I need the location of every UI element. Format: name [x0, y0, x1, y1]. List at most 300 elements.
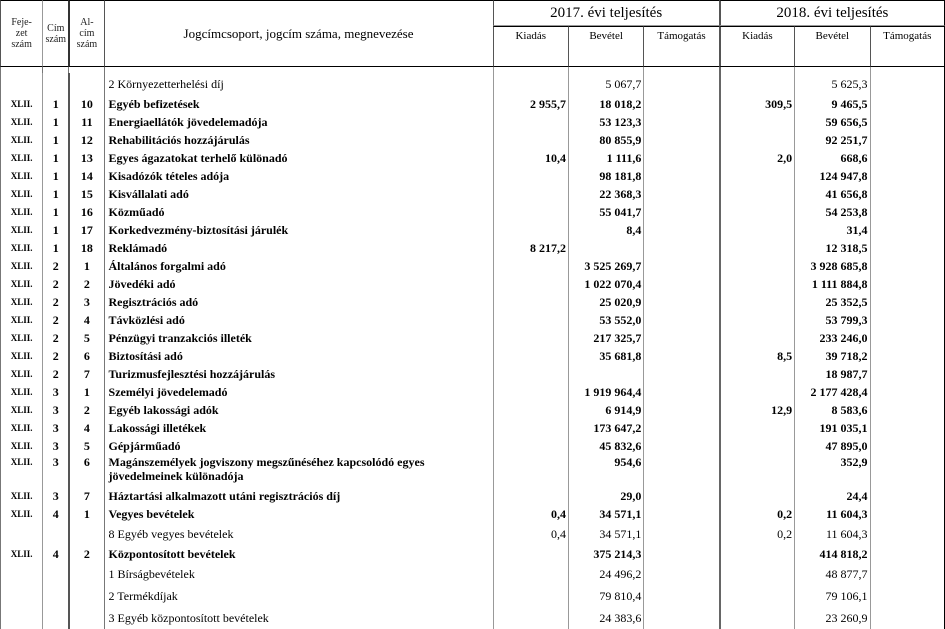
revenue-2018-cell: 11 604,3: [794, 523, 869, 545]
title-number-cell: 1: [42, 95, 68, 113]
revenue-2017-cell: 173 647,2: [568, 419, 643, 437]
expenditure-2017-cell: [493, 311, 568, 329]
item-name-cell: 2 Környezetterhelési díj: [104, 73, 493, 95]
expenditure-2018-cell: [719, 585, 794, 607]
support-2017-cell: [643, 347, 718, 365]
table-row: [0, 401, 945, 419]
item-name-cell: Reklámadó: [104, 239, 493, 257]
support-2018-cell: [870, 437, 945, 455]
subtitle-number-cell: 17: [68, 221, 103, 239]
expenditure-2017-cell: [493, 455, 568, 487]
expenditure-2018-cell: [719, 73, 794, 95]
revenue-2017-cell: 53 552,0: [568, 311, 643, 329]
support-2017-cell: [643, 607, 718, 629]
support-2018-cell: [870, 149, 945, 167]
subtitle-number-cell: 6: [68, 347, 103, 365]
support-2017-cell: [643, 167, 718, 185]
revenue-2017-cell: 954,6: [568, 455, 643, 487]
expenditure-2018-cell: 0,2: [719, 523, 794, 545]
expenditure-2018-cell: [719, 329, 794, 347]
expenditure-2017-cell: [493, 383, 568, 401]
expenditure-2018-cell: [719, 437, 794, 455]
support-2018-cell: [870, 221, 945, 239]
header-cim: Cím szám: [42, 0, 68, 67]
table-row: [0, 545, 945, 563]
header-alcim: Al- cím szám: [68, 0, 103, 67]
subtitle-number-cell: 7: [68, 487, 103, 505]
revenue-2017-cell: 217 325,7: [568, 329, 643, 347]
table-row: [0, 347, 945, 365]
table-row: [0, 365, 945, 383]
table-row: [0, 505, 945, 523]
support-2017-cell: [643, 203, 718, 221]
table-row: [0, 167, 945, 185]
support-2017-cell: [643, 585, 718, 607]
chapter-cell: XLII.: [0, 365, 42, 383]
chapter-cell: XLII.: [0, 239, 42, 257]
subtitle-number-cell: 10: [68, 95, 103, 113]
item-name-cell: Személyi jövedelemadó: [104, 383, 493, 401]
support-2017-cell: [643, 221, 718, 239]
header-year-2018: 2018. évi teljesítés: [719, 0, 945, 26]
expenditure-2017-cell: [493, 73, 568, 95]
support-2018-cell: [870, 419, 945, 437]
revenue-2018-cell: 124 947,8: [794, 167, 869, 185]
title-number-cell: 2: [42, 257, 68, 275]
expenditure-2017-cell: [493, 545, 568, 563]
subtitle-number-cell: 13: [68, 149, 103, 167]
table-row: [0, 437, 945, 455]
chapter-cell: XLII.: [0, 257, 42, 275]
support-2017-cell: [643, 239, 718, 257]
title-number-cell: 1: [42, 149, 68, 167]
table-row: [0, 221, 945, 239]
header-tamogatas-2018: Támogatás: [870, 26, 945, 67]
revenue-2018-cell: 352,9: [794, 455, 869, 487]
expenditure-2017-cell: [493, 113, 568, 131]
revenue-2017-cell: 22 368,3: [568, 185, 643, 203]
expenditure-2018-cell: [719, 455, 794, 487]
support-2017-cell: [643, 257, 718, 275]
title-number-cell: 3: [42, 419, 68, 437]
table-row: [0, 275, 945, 293]
table-body: [0, 67, 945, 629]
revenue-2017-cell: 3 525 269,7: [568, 257, 643, 275]
title-number-cell: [42, 585, 68, 607]
revenue-2017-cell: 1 022 070,4: [568, 275, 643, 293]
support-2017-cell: [643, 293, 718, 311]
revenue-2017-cell: 25 020,9: [568, 293, 643, 311]
table-row: [0, 293, 945, 311]
subtitle-number-cell: [68, 523, 103, 545]
subtitle-number-cell: 3: [68, 293, 103, 311]
table-row: [0, 455, 945, 487]
support-2017-cell: [643, 545, 718, 563]
table-row: [0, 329, 945, 347]
table-row: [0, 563, 945, 585]
expenditure-2018-cell: 2,0: [719, 149, 794, 167]
revenue-2017-cell: 375 214,3: [568, 545, 643, 563]
subtitle-number-cell: 5: [68, 437, 103, 455]
title-number-cell: 2: [42, 311, 68, 329]
title-number-cell: 3: [42, 455, 68, 487]
item-name-cell: Gépjárműadó: [104, 437, 493, 455]
header-bevetel-2017: Bevétel: [568, 26, 643, 67]
expenditure-2017-cell: [493, 221, 568, 239]
support-2017-cell: [643, 311, 718, 329]
expenditure-2017-cell: [493, 487, 568, 505]
subtitle-number-cell: [68, 607, 103, 629]
chapter-cell: XLII.: [0, 185, 42, 203]
title-number-cell: 1: [42, 113, 68, 131]
support-2017-cell: [643, 563, 718, 585]
item-name-cell: Egyéb lakossági adók: [104, 401, 493, 419]
expenditure-2018-cell: 12,9: [719, 401, 794, 419]
expenditure-2018-cell: 309,5: [719, 95, 794, 113]
support-2017-cell: [643, 505, 718, 523]
table-row: [0, 487, 945, 505]
title-number-cell: 1: [42, 131, 68, 149]
support-2017-cell: [643, 185, 718, 203]
support-2017-cell: [643, 113, 718, 131]
revenue-2018-cell: 25 352,5: [794, 293, 869, 311]
revenue-2018-cell: 8 583,6: [794, 401, 869, 419]
expenditure-2018-cell: [719, 563, 794, 585]
chapter-cell: [0, 607, 42, 629]
support-2018-cell: [870, 73, 945, 95]
chapter-cell: [0, 523, 42, 545]
header-fejezet: Feje- zet szám: [0, 0, 42, 67]
support-2017-cell: [643, 95, 718, 113]
revenue-2018-cell: 48 877,7: [794, 563, 869, 585]
subtitle-number-cell: 18: [68, 239, 103, 257]
revenue-2017-cell: 79 810,4: [568, 585, 643, 607]
revenue-2017-cell: 55 041,7: [568, 203, 643, 221]
expenditure-2018-cell: 8,5: [719, 347, 794, 365]
table-row: [0, 311, 945, 329]
support-2017-cell: [643, 523, 718, 545]
item-name-cell: Vegyes bevételek: [104, 505, 493, 523]
subtitle-number-cell: 7: [68, 365, 103, 383]
expenditure-2018-cell: [719, 185, 794, 203]
support-2018-cell: [870, 383, 945, 401]
item-name-cell: Központosított bevételek: [104, 545, 493, 563]
item-name-cell: Távközlési adó: [104, 311, 493, 329]
expenditure-2017-cell: [493, 203, 568, 221]
revenue-2018-cell: 233 246,0: [794, 329, 869, 347]
title-number-cell: 3: [42, 401, 68, 419]
title-number-cell: 2: [42, 365, 68, 383]
expenditure-2018-cell: [719, 239, 794, 257]
support-2017-cell: [643, 437, 718, 455]
expenditure-2018-cell: [719, 257, 794, 275]
revenue-2018-cell: 191 035,1: [794, 419, 869, 437]
revenue-2018-cell: 31,4: [794, 221, 869, 239]
title-number-cell: 4: [42, 505, 68, 523]
revenue-2018-cell: 668,6: [794, 149, 869, 167]
chapter-cell: XLII.: [0, 505, 42, 523]
revenue-2018-cell: 54 253,8: [794, 203, 869, 221]
revenue-2018-cell: 18 987,7: [794, 365, 869, 383]
item-name-cell: 8 Egyéb vegyes bevételek: [104, 523, 493, 545]
title-number-cell: 2: [42, 347, 68, 365]
support-2017-cell: [643, 419, 718, 437]
revenue-2018-cell: 39 718,2: [794, 347, 869, 365]
table-row: [0, 419, 945, 437]
header-kiadas-2017: Kiadás: [493, 26, 568, 67]
expenditure-2017-cell: [493, 607, 568, 629]
title-number-cell: 2: [42, 275, 68, 293]
support-2018-cell: [870, 365, 945, 383]
revenue-2018-cell: 3 928 685,8: [794, 257, 869, 275]
subtitle-number-cell: 11: [68, 113, 103, 131]
header-kiadas-2018: Kiadás: [719, 26, 794, 67]
expenditure-2017-cell: 2 955,7: [493, 95, 568, 113]
table-row: [0, 257, 945, 275]
title-number-cell: 1: [42, 203, 68, 221]
title-number-cell: 2: [42, 293, 68, 311]
chapter-cell: [0, 563, 42, 585]
revenue-2017-cell: 34 571,1: [568, 523, 643, 545]
header-year-2017: 2017. évi teljesítés: [493, 0, 719, 26]
chapter-cell: XLII.: [0, 347, 42, 365]
chapter-cell: XLII.: [0, 275, 42, 293]
expenditure-2018-cell: [719, 487, 794, 505]
subtitle-number-cell: 4: [68, 419, 103, 437]
expenditure-2018-cell: 0,2: [719, 505, 794, 523]
subtitle-number-cell: 2: [68, 401, 103, 419]
item-name-cell: Kisvállalati adó: [104, 185, 493, 203]
revenue-2018-cell: 24,4: [794, 487, 869, 505]
table-row: [0, 185, 945, 203]
revenue-2018-cell: 9 465,5: [794, 95, 869, 113]
title-number-cell: 1: [42, 185, 68, 203]
subtitle-number-cell: 5: [68, 329, 103, 347]
item-name-cell: Magánszemélyek jogviszony megszűnéséhez kapcsolódó egyes jövedelmeinek különadója: [104, 455, 493, 487]
chapter-cell: XLII.: [0, 311, 42, 329]
expenditure-2017-cell: [493, 585, 568, 607]
revenue-2018-cell: 92 251,7: [794, 131, 869, 149]
support-2017-cell: [643, 131, 718, 149]
subtitle-number-cell: 12: [68, 131, 103, 149]
chapter-cell: XLII.: [0, 383, 42, 401]
expenditure-2017-cell: [493, 563, 568, 585]
support-2018-cell: [870, 275, 945, 293]
chapter-cell: XLII.: [0, 95, 42, 113]
support-2018-cell: [870, 167, 945, 185]
expenditure-2017-cell: [493, 131, 568, 149]
item-name-cell: 1 Bírságbevételek: [104, 563, 493, 585]
subtitle-number-cell: [68, 563, 103, 585]
support-2017-cell: [643, 365, 718, 383]
expenditure-2017-cell: [493, 329, 568, 347]
expenditure-2017-cell: [493, 275, 568, 293]
chapter-cell: XLII.: [0, 437, 42, 455]
support-2018-cell: [870, 239, 945, 257]
header-bevetel-2018: Bevétel: [794, 26, 869, 67]
support-2018-cell: [870, 487, 945, 505]
chapter-cell: XLII.: [0, 221, 42, 239]
expenditure-2017-cell: 8 217,2: [493, 239, 568, 257]
table-row: [0, 113, 945, 131]
support-2018-cell: [870, 203, 945, 221]
support-2017-cell: [643, 455, 718, 487]
title-number-cell: 1: [42, 239, 68, 257]
subtitle-number-cell: [68, 585, 103, 607]
header-title: Jogcímcsoport, jogcím száma, megnevezése: [104, 0, 493, 67]
support-2018-cell: [870, 329, 945, 347]
revenue-2017-cell: 8,4: [568, 221, 643, 239]
expenditure-2017-cell: 0,4: [493, 523, 568, 545]
support-2017-cell: [643, 401, 718, 419]
expenditure-2018-cell: [719, 203, 794, 221]
subtitle-number-cell: 15: [68, 185, 103, 203]
item-name-cell: 2 Termékdíjak: [104, 585, 493, 607]
item-name-cell: Lakossági illetékek: [104, 419, 493, 437]
revenue-2017-cell: 18 018,2: [568, 95, 643, 113]
revenue-2018-cell: 5 625,3: [794, 73, 869, 95]
expenditure-2017-cell: [493, 347, 568, 365]
item-name-cell: Energiaellátók jövedelemadója: [104, 113, 493, 131]
title-number-cell: 3: [42, 487, 68, 505]
chapter-cell: XLII.: [0, 419, 42, 437]
revenue-2017-cell: 24 496,2: [568, 563, 643, 585]
chapter-cell: XLII.: [0, 113, 42, 131]
revenue-2018-cell: 1 111 884,8: [794, 275, 869, 293]
table-row: [0, 131, 945, 149]
item-name-cell: Korkedvezmény-biztosítási járulék: [104, 221, 493, 239]
table-row: [0, 607, 945, 629]
expenditure-2018-cell: [719, 113, 794, 131]
title-number-cell: 1: [42, 167, 68, 185]
subtitle-number-cell: 4: [68, 311, 103, 329]
expenditure-2018-cell: [719, 383, 794, 401]
revenue-2017-cell: 5 067,7: [568, 73, 643, 95]
expenditure-2018-cell: [719, 293, 794, 311]
title-number-cell: 1: [42, 221, 68, 239]
item-name-cell: Háztartási alkalmazott utáni regisztrációs díj: [104, 487, 493, 505]
subtitle-number-cell: 6: [68, 455, 103, 487]
chapter-cell: [0, 585, 42, 607]
revenue-2017-cell: 1 111,6: [568, 149, 643, 167]
support-2018-cell: [870, 607, 945, 629]
support-2018-cell: [870, 185, 945, 203]
revenue-2018-cell: 79 106,1: [794, 585, 869, 607]
table-row: [0, 383, 945, 401]
revenue-2017-cell: 1 919 964,4: [568, 383, 643, 401]
chapter-cell: XLII.: [0, 487, 42, 505]
subtitle-number-cell: 1: [68, 505, 103, 523]
chapter-cell: XLII.: [0, 545, 42, 563]
support-2018-cell: [870, 347, 945, 365]
item-name-cell: Egyéb befizetések: [104, 95, 493, 113]
revenue-2017-cell: 29,0: [568, 487, 643, 505]
revenue-2017-cell: 80 855,9: [568, 131, 643, 149]
header-tamogatas-2017: Támogatás: [643, 26, 718, 67]
title-number-cell: 4: [42, 545, 68, 563]
revenue-2017-cell: 35 681,8: [568, 347, 643, 365]
expenditure-2017-cell: [493, 257, 568, 275]
item-name-cell: 3 Egyéb központosított bevételek: [104, 607, 493, 629]
revenue-2018-cell: 23 260,9: [794, 607, 869, 629]
chapter-cell: XLII.: [0, 293, 42, 311]
support-2018-cell: [870, 505, 945, 523]
revenue-2018-cell: 414 818,2: [794, 545, 869, 563]
expenditure-2017-cell: [493, 293, 568, 311]
revenue-2017-cell: 98 181,8: [568, 167, 643, 185]
revenue-2017-cell: 45 832,6: [568, 437, 643, 455]
table-row: [0, 203, 945, 221]
support-2018-cell: [870, 293, 945, 311]
chapter-cell: XLII.: [0, 131, 42, 149]
title-number-cell: [42, 73, 68, 95]
expenditure-2018-cell: [719, 167, 794, 185]
chapter-cell: XLII.: [0, 329, 42, 347]
support-2017-cell: [643, 329, 718, 347]
support-2017-cell: [643, 149, 718, 167]
title-number-cell: [42, 523, 68, 545]
revenue-2017-cell: [568, 239, 643, 257]
chapter-cell: XLII.: [0, 149, 42, 167]
table-row: [0, 239, 945, 257]
revenue-2018-cell: 59 656,5: [794, 113, 869, 131]
support-2018-cell: [870, 455, 945, 487]
expenditure-2018-cell: [719, 221, 794, 239]
expenditure-2018-cell: [719, 275, 794, 293]
title-number-cell: 3: [42, 383, 68, 401]
chapter-cell: [0, 73, 42, 95]
subtitle-number-cell: 1: [68, 383, 103, 401]
table-row: [0, 523, 945, 545]
subtitle-number-cell: 1: [68, 257, 103, 275]
expenditure-2017-cell: 0,4: [493, 505, 568, 523]
subtitle-number-cell: 14: [68, 167, 103, 185]
support-2017-cell: [643, 383, 718, 401]
item-name-cell: Regisztrációs adó: [104, 293, 493, 311]
expenditure-2017-cell: [493, 167, 568, 185]
item-name-cell: Biztosítási adó: [104, 347, 493, 365]
expenditure-2018-cell: [719, 545, 794, 563]
chapter-cell: XLII.: [0, 203, 42, 221]
support-2018-cell: [870, 311, 945, 329]
support-2018-cell: [870, 131, 945, 149]
chapter-cell: XLII.: [0, 167, 42, 185]
table-row: [0, 73, 945, 95]
item-name-cell: Kisadózók tételes adója: [104, 167, 493, 185]
expenditure-2018-cell: [719, 607, 794, 629]
expenditure-2018-cell: [719, 131, 794, 149]
table-row: [0, 585, 945, 607]
expenditure-2017-cell: [493, 185, 568, 203]
item-name-cell: Jövedéki adó: [104, 275, 493, 293]
revenue-2017-cell: [568, 365, 643, 383]
support-2018-cell: [870, 523, 945, 545]
title-number-cell: [42, 563, 68, 585]
support-2018-cell: [870, 563, 945, 585]
revenue-2018-cell: 41 656,8: [794, 185, 869, 203]
subtitle-number-cell: 16: [68, 203, 103, 221]
item-name-cell: Pénzügyi tranzakciós illeték: [104, 329, 493, 347]
item-name-cell: Turizmusfejlesztési hozzájárulás: [104, 365, 493, 383]
title-number-cell: 2: [42, 329, 68, 347]
item-name-cell: Rehabilitációs hozzájárulás: [104, 131, 493, 149]
title-number-cell: 3: [42, 437, 68, 455]
expenditure-2017-cell: [493, 401, 568, 419]
title-number-cell: [42, 607, 68, 629]
item-name-cell: Egyes ágazatokat terhelő különadó: [104, 149, 493, 167]
table-row: [0, 95, 945, 113]
expenditure-2017-cell: [493, 419, 568, 437]
